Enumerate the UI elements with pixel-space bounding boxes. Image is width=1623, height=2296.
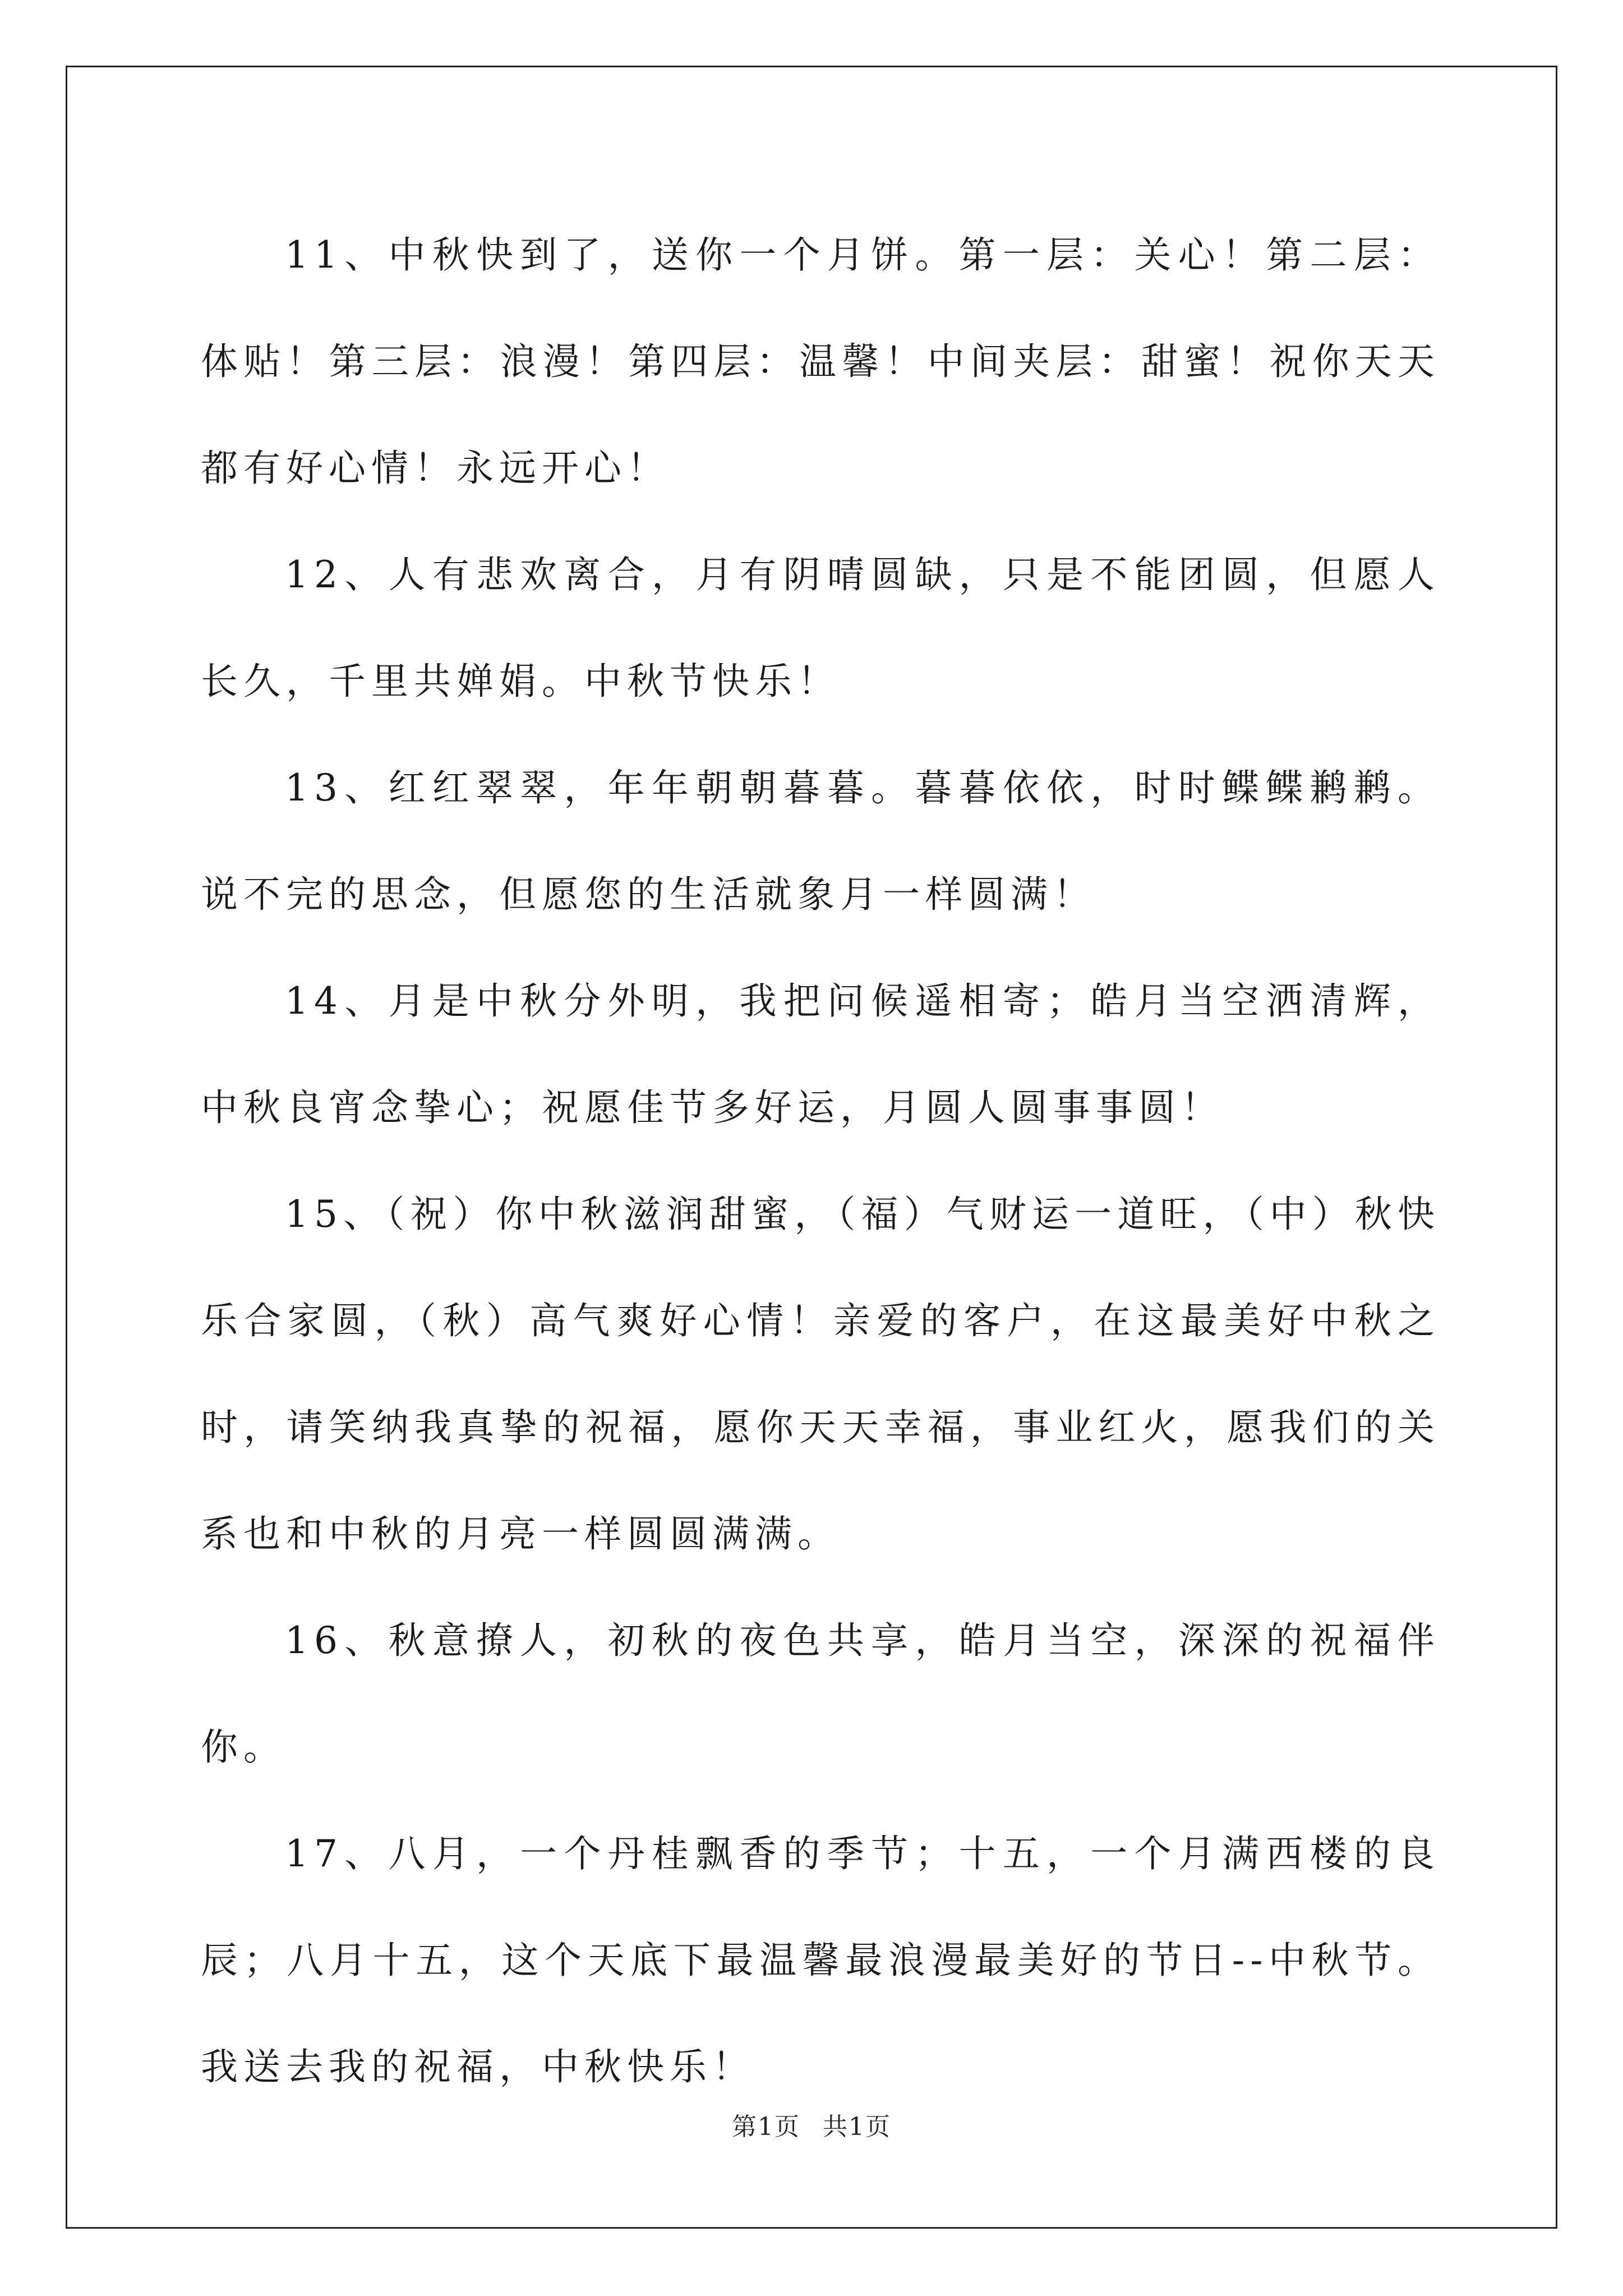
paragraph-14: 14、月是中秋分外明，我把问候遥相寄；皓月当空洒清辉，中秋良宵念挚心；祝愿佳节多好运，月圆人圆事事圆！ xyxy=(201,979,1440,1129)
page-number: 第1页 xyxy=(732,2113,800,2141)
paragraph-13: 13、红红翠翠，年年朝朝暮暮。暮暮依依，时时鲽鲽鹣鹣。说不完的思念，但愿您的生活就象月一样圆满！ xyxy=(201,766,1440,916)
page-footer xyxy=(0,2106,1623,2142)
paragraph-12: 12、人有悲欢离合，月有阴晴圆缺，只是不能团圆，但愿人长久，千里共婵娟。中秋节快乐！ xyxy=(201,553,1440,703)
paragraph-16: 16、秋意撩人，初秋的夜色共享，皓月当空，深深的祝福伴你。 xyxy=(201,1619,1440,1769)
paragraph-17: 17、八月，一个丹桂飘香的季节；十五，一个月满西楼的良辰；八月十五，这个天底下最温馨最浪漫最美好的节日--中秋节。我送去我的祝福，中秋快乐！ xyxy=(201,1832,1440,2088)
paragraph-11: 11、中秋快到了，送你一个月饼。第一层：关心！第二层：体贴！第三层：浪漫！第四层：温馨！中间夹层：甜蜜！祝你天天都有好心情！永远开心！ xyxy=(201,233,1440,490)
page-total: 共1页 xyxy=(823,2113,891,2141)
document-body xyxy=(201,202,1440,2120)
paragraph-15: 15、（祝）你中秋滋润甜蜜，（福）气财运一道旺，（中）秋快乐合家圆，（秋）高气爽好心情！亲爱的客户，在这最美好中秋之时，请笑纳我真挚的祝福，愿你天天幸福，事业红火，愿我们的关系也和中秋的月亮一样圆圆满满。 xyxy=(201,1193,1440,1556)
